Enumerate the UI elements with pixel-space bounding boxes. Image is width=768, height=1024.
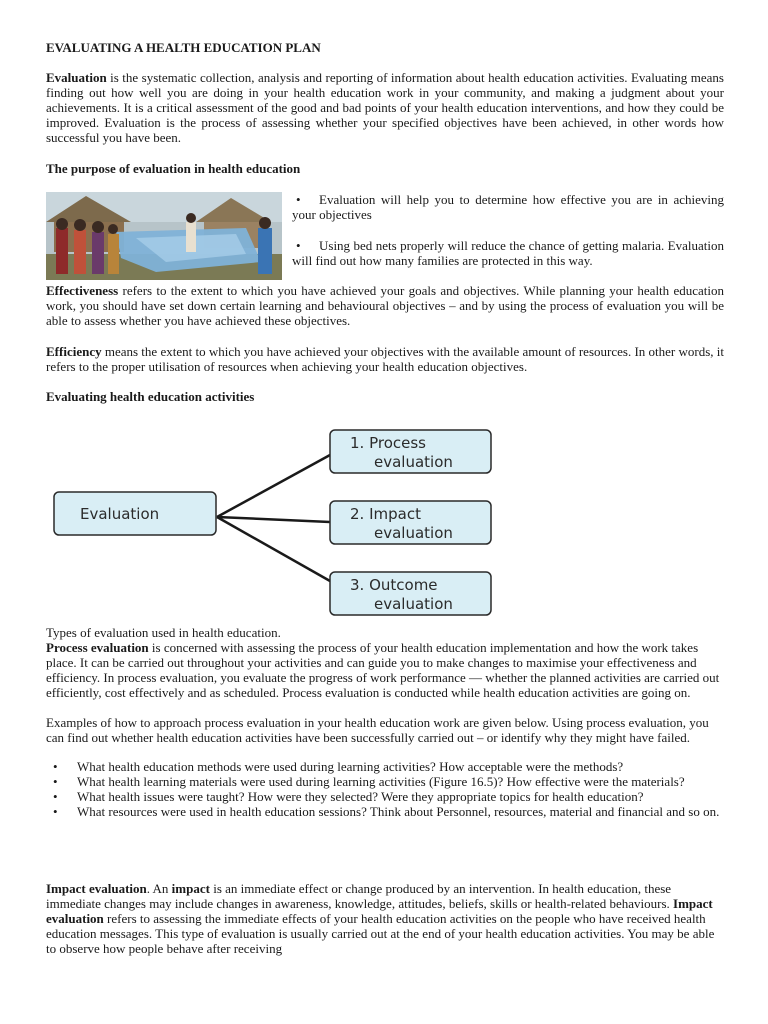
impact-term-2: impact bbox=[171, 881, 210, 896]
effectiveness-paragraph bbox=[46, 283, 724, 328]
impact-paragraph bbox=[46, 881, 724, 956]
impact-term-1: Impact evaluation bbox=[46, 881, 147, 896]
bed-net-photo-image bbox=[46, 192, 282, 280]
purpose-bullet-1-text: Evaluation will help you to determine how effective you are in achieving your objectives bbox=[292, 192, 724, 222]
impact-text-1: . An bbox=[146, 881, 172, 896]
process-evaluation-line2: evaluation bbox=[374, 453, 453, 471]
page-title: EVALUATING A HEALTH EDUCATION PLAN bbox=[46, 40, 321, 55]
connector-outcome bbox=[217, 517, 330, 581]
efficiency-term: Efficiency bbox=[46, 344, 102, 359]
evaluation-root-label: Evaluation bbox=[80, 505, 160, 523]
evaluation-types-diagram bbox=[46, 424, 506, 624]
bullet-dot: • bbox=[296, 192, 301, 207]
activities-heading: Evaluating health education activities bbox=[46, 389, 255, 404]
bed-net-photo bbox=[46, 192, 282, 280]
intro-term: Evaluation bbox=[46, 70, 107, 85]
process-questions-list bbox=[46, 759, 724, 819]
process-term: Process evaluation bbox=[46, 640, 149, 655]
question-3-text: What health issues were taught? How were they selected? Were they appropriate topics for health education? bbox=[77, 789, 644, 804]
efficiency-paragraph bbox=[46, 344, 724, 374]
purpose-bullet-2 bbox=[292, 238, 724, 268]
bullet-dot: • bbox=[53, 789, 58, 804]
purpose-bullet-1 bbox=[292, 192, 724, 222]
process-evaluation-line1: 1. Process bbox=[350, 434, 426, 452]
bullet-dot: • bbox=[53, 759, 58, 774]
bullet-dot: • bbox=[53, 804, 58, 819]
types-caption: Types of evaluation used in health education. bbox=[46, 625, 281, 640]
purpose-bullet-2-text: Using bed nets properly will reduce the chance of getting malaria. Evaluation will find out how many families are protected in this way. bbox=[292, 238, 724, 268]
effectiveness-term: Effectiveness bbox=[46, 283, 119, 298]
question-2-text: What health learning materials were used during learning activities (Figure 16.5)? How effective were the materials? bbox=[77, 774, 685, 789]
list-item bbox=[46, 804, 724, 819]
connector-impact bbox=[217, 517, 330, 522]
list-item bbox=[46, 759, 724, 774]
process-paragraph bbox=[46, 640, 724, 700]
outcome-evaluation-line1: 3. Outcome bbox=[350, 576, 438, 594]
connector-process bbox=[217, 455, 330, 517]
question-1-text: What health education methods were used during learning activities? How acceptable were the methods? bbox=[77, 759, 624, 774]
impact-evaluation-line1: 2. Impact bbox=[350, 505, 421, 523]
impact-text-3: refers to assessing the immediate effects of your health education activities on the people who have received health education messages. This type of evaluation is usually carried out at the end of your health education activities. You may be able to observe how people behave after receiving bbox=[46, 911, 715, 956]
bullet-dot: • bbox=[53, 774, 58, 789]
efficiency-text: means the extent to which you have achieved your objectives with the available amount of resources. In other words, it refers to the proper utilisation of resources when achieving your health education objectives. bbox=[46, 344, 724, 374]
bullet-dot: • bbox=[296, 238, 301, 253]
impact-evaluation-line2: evaluation bbox=[374, 524, 453, 542]
evaluation-diagram-svg bbox=[46, 424, 506, 624]
outcome-evaluation-line2: evaluation bbox=[374, 595, 453, 613]
list-item bbox=[46, 789, 724, 804]
purpose-heading: The purpose of evaluation in health education bbox=[46, 161, 301, 176]
impact-term-3: Impact evaluation bbox=[46, 896, 713, 926]
intro-text: is the systematic collection, analysis and reporting of information about health education activities. Evaluating means finding out how well you are doing in your health education work in your community, and making a judgment about your achievements. It is a critical assessment of the good and bad points of your health education interventions, and how they could be improved. Evaluation is the process of assessing whether your specified objectives have been achieved, in other words how successful you have been. bbox=[46, 70, 724, 145]
impact-text-2: is an immediate effect or change produced by an intervention. In health education, these immediate changes may include changes in awareness, knowledge, attitudes, beliefs, skills or health-related behaviours. bbox=[46, 881, 674, 911]
process-text: is concerned with assessing the process of your health education implementation and how the work takes place. It can be carried out throughout your activities and can guide you to make changes to maximise your effectiveness and efficiency. In process evaluation, you evaluate the progress of work performance — whether the planned activities are carried out efficiently, cost effectively and as scheduled. Process evaluation is conducted while health education activities are going on. bbox=[46, 640, 720, 700]
effectiveness-text: refers to the extent to which you have achieved your goals and objectives. While planning your health education work, you should have set down certain learning and behavioural objectives – and by using the process of evaluation you will be able to assess whether you have achieved these objectives. bbox=[46, 283, 724, 328]
process-examples-paragraph: Examples of how to approach process evaluation in your health education work are given below. Using process evaluation, you can find out whether health education activities have been successfully carried out – or identify why they might have failed. bbox=[46, 715, 709, 745]
intro-paragraph bbox=[46, 70, 724, 145]
question-4-text: What resources were used in health education sessions? Think about Personnel, resources, material and financial and so on. bbox=[77, 804, 720, 819]
list-item bbox=[46, 774, 724, 789]
